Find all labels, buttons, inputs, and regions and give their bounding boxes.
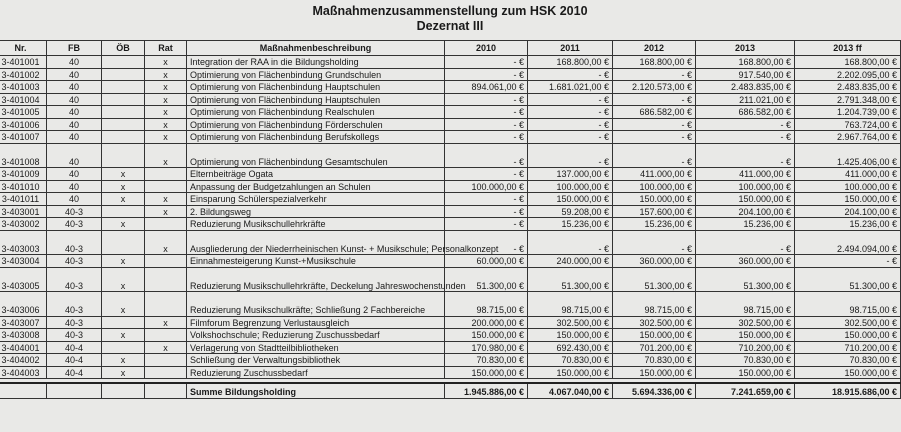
row-description: Reduzierung Musikschullehrkräfte, Deckelung Jahreswochenstunden (187, 267, 445, 292)
row-value-2011: - € (528, 131, 613, 144)
row-description: Optimierung von Flächenbindung Grundschulen (187, 68, 445, 81)
summary-row (0, 383, 901, 398)
row-description: Verlagerung von Stadtteilbibliotheken (187, 341, 445, 354)
table-row (0, 218, 901, 231)
summary-2013ff: 18.915.686,00 € (795, 383, 901, 398)
row-description: Filmforum Begrenzung Verlustausgleich (187, 316, 445, 329)
row-value-2013ff: 150.000,00 € (795, 193, 901, 206)
row-value-2013ff: 150.000,00 € (795, 366, 901, 379)
row-nr: 3-403007 (0, 316, 47, 329)
row-value-2013: 360.000,00 € (696, 255, 795, 268)
row-fb: 40-3 (47, 267, 102, 292)
row-rat (145, 292, 187, 317)
row-value-2011: - € (528, 106, 613, 119)
row-value-2013ff: 51.300,00 € (795, 267, 901, 292)
row-fb: 40 (47, 131, 102, 144)
row-rat: x (145, 93, 187, 106)
row-ob (102, 143, 145, 168)
row-value-2012: 168.800,00 € (613, 56, 696, 69)
header-rat: Rat (145, 41, 187, 56)
row-value-2013: 302.500,00 € (696, 316, 795, 329)
row-ob (102, 131, 145, 144)
row-nr: 3-403002 (0, 218, 47, 231)
row-description: Anpassung der Budgetzahlungen an Schulen (187, 180, 445, 193)
table-row (0, 131, 901, 144)
row-value-2013: - € (696, 131, 795, 144)
row-value-2010: - € (445, 230, 528, 255)
row-value-2013: - € (696, 230, 795, 255)
summary-2010: 1.945.886,00 € (445, 383, 528, 398)
row-value-2013ff: - € (795, 255, 901, 268)
row-value-2010: - € (445, 205, 528, 218)
row-ob: x (102, 255, 145, 268)
row-description: Einnahmesteigerung Kunst-+Musikschule (187, 255, 445, 268)
row-rat (145, 255, 187, 268)
row-value-2012: - € (613, 68, 696, 81)
row-value-2013ff: 411.000,00 € (795, 168, 901, 181)
row-value-2013ff: 150.000,00 € (795, 329, 901, 342)
table-row (0, 341, 901, 354)
row-value-2011: 168.800,00 € (528, 56, 613, 69)
row-description: Volkshochschule; Reduzierung Zuschussbedarf (187, 329, 445, 342)
row-value-2011: 70.830,00 € (528, 354, 613, 367)
row-value-2011: 692.430,00 € (528, 341, 613, 354)
row-value-2010: - € (445, 106, 528, 119)
row-value-2011: 51.300,00 € (528, 267, 613, 292)
row-fb: 40 (47, 68, 102, 81)
table-row (0, 180, 901, 193)
row-value-2010: - € (445, 168, 528, 181)
table-row (0, 168, 901, 181)
row-nr: 3-401010 (0, 180, 47, 193)
summary-2011: 4.067.040,00 € (528, 383, 613, 398)
row-value-2012: 100.000,00 € (613, 180, 696, 193)
row-value-2013: 211.021,00 € (696, 93, 795, 106)
header-nr: Nr. (0, 41, 47, 56)
header-2013ff: 2013 ff (795, 41, 901, 56)
row-value-2011: 100.000,00 € (528, 180, 613, 193)
row-ob: x (102, 366, 145, 379)
row-value-2012: 2.120.573,00 € (613, 81, 696, 94)
header-2012: 2012 (613, 41, 696, 56)
row-rat: x (145, 205, 187, 218)
row-nr: 3-403001 (0, 205, 47, 218)
row-ob (102, 106, 145, 119)
row-value-2013: 150.000,00 € (696, 366, 795, 379)
row-value-2013: - € (696, 143, 795, 168)
row-rat: x (145, 230, 187, 255)
row-fb: 40 (47, 93, 102, 106)
row-value-2012: 360.000,00 € (613, 255, 696, 268)
row-value-2011: 1.681.021,00 € (528, 81, 613, 94)
table-row (0, 106, 901, 119)
row-fb: 40-3 (47, 218, 102, 231)
row-value-2013ff: 2.967.764,00 € (795, 131, 901, 144)
row-description: Optimierung von Flächenbindung Hauptschulen (187, 81, 445, 94)
row-rat: x (145, 118, 187, 131)
row-rat: x (145, 56, 187, 69)
row-value-2010: - € (445, 218, 528, 231)
table-row (0, 255, 901, 268)
row-value-2011: 150.000,00 € (528, 329, 613, 342)
row-description: 2. Bildungsweg (187, 205, 445, 218)
row-value-2013ff: 710.200,00 € (795, 341, 901, 354)
row-ob: x (102, 292, 145, 317)
row-value-2012: 98.715,00 € (613, 292, 696, 317)
row-value-2010: 70.830,00 € (445, 354, 528, 367)
row-fb: 40 (47, 56, 102, 69)
row-ob: x (102, 267, 145, 292)
row-rat: x (145, 341, 187, 354)
table-row (0, 56, 901, 69)
row-value-2013ff: 168.800,00 € (795, 56, 901, 69)
row-value-2010: - € (445, 118, 528, 131)
row-value-2013ff: 98.715,00 € (795, 292, 901, 317)
row-nr: 3-401006 (0, 118, 47, 131)
row-fb: 40-3 (47, 230, 102, 255)
row-description: Integration der RAA in die Bildungsholding (187, 56, 445, 69)
row-nr: 3-401002 (0, 68, 47, 81)
row-ob: x (102, 193, 145, 206)
row-value-2012: - € (613, 131, 696, 144)
row-nr: 3-401009 (0, 168, 47, 181)
row-value-2013: 917.540,00 € (696, 68, 795, 81)
row-nr: 3-404003 (0, 366, 47, 379)
row-value-2013ff: 2.791.348,00 € (795, 93, 901, 106)
row-value-2012: 157.600,00 € (613, 205, 696, 218)
row-nr: 3-403008 (0, 329, 47, 342)
row-ob (102, 205, 145, 218)
row-nr: 3-403006 (0, 292, 47, 317)
row-rat (145, 267, 187, 292)
row-description: Optimierung von Flächenbindung Hauptschulen (187, 93, 445, 106)
row-ob (102, 341, 145, 354)
row-value-2010: - € (445, 131, 528, 144)
row-value-2013: 710.200,00 € (696, 341, 795, 354)
row-rat: x (145, 316, 187, 329)
table-row (0, 81, 901, 94)
row-value-2013ff: 1.204.739,00 € (795, 106, 901, 119)
row-value-2011: 15.236,00 € (528, 218, 613, 231)
row-nr: 3-401001 (0, 56, 47, 69)
row-ob (102, 81, 145, 94)
row-value-2013ff: 70.830,00 € (795, 354, 901, 367)
row-value-2013: 411.000,00 € (696, 168, 795, 181)
row-nr: 3-404001 (0, 341, 47, 354)
row-value-2010: 150.000,00 € (445, 329, 528, 342)
title-line-1: Maßnahmenzusammenstellung zum HSK 2010 (312, 4, 588, 18)
table-row (0, 366, 901, 379)
row-nr: 3-403004 (0, 255, 47, 268)
row-value-2012: 150.000,00 € (613, 366, 696, 379)
row-value-2012: 411.000,00 € (613, 168, 696, 181)
row-rat (145, 354, 187, 367)
row-rat (145, 180, 187, 193)
row-value-2013ff: 100.000,00 € (795, 180, 901, 193)
row-ob: x (102, 168, 145, 181)
row-nr: 3-404002 (0, 354, 47, 367)
row-value-2012: - € (613, 230, 696, 255)
row-value-2013: 686.582,00 € (696, 106, 795, 119)
row-fb: 40-3 (47, 329, 102, 342)
table-row (0, 143, 901, 168)
row-ob (102, 93, 145, 106)
row-value-2010: - € (445, 68, 528, 81)
measures-table (0, 40, 901, 399)
row-ob (102, 316, 145, 329)
row-value-2012: 701.200,00 € (613, 341, 696, 354)
row-description: Optimierung von Flächenbindung Realschulen (187, 106, 445, 119)
row-value-2010: 200.000,00 € (445, 316, 528, 329)
summary-2013: 7.241.659,00 € (696, 383, 795, 398)
row-fb: 40 (47, 168, 102, 181)
row-value-2013: 100.000,00 € (696, 180, 795, 193)
table-row (0, 68, 901, 81)
row-value-2012: 70.830,00 € (613, 354, 696, 367)
row-rat (145, 329, 187, 342)
summary-label: Summe Bildungsholding (187, 383, 445, 398)
row-value-2012: 51.300,00 € (613, 267, 696, 292)
row-rat: x (145, 106, 187, 119)
row-value-2012: 686.582,00 € (613, 106, 696, 119)
row-value-2011: 150.000,00 € (528, 193, 613, 206)
row-value-2010: 150.000,00 € (445, 366, 528, 379)
row-value-2011: - € (528, 118, 613, 131)
summary-2012: 5.694.336,00 € (613, 383, 696, 398)
row-value-2013: 2.483.835,00 € (696, 81, 795, 94)
header-fb: FB (47, 41, 102, 56)
row-value-2011: 137.000,00 € (528, 168, 613, 181)
row-rat (145, 168, 187, 181)
row-fb: 40-4 (47, 354, 102, 367)
table-row (0, 230, 901, 255)
row-value-2010: - € (445, 93, 528, 106)
row-value-2013ff: 204.100,00 € (795, 205, 901, 218)
row-value-2010: 100.000,00 € (445, 180, 528, 193)
row-ob: x (102, 329, 145, 342)
row-value-2010: 51.300,00 € (445, 267, 528, 292)
row-value-2011: 240.000,00 € (528, 255, 613, 268)
row-value-2010: - € (445, 56, 528, 69)
row-value-2013: 70.830,00 € (696, 354, 795, 367)
header-2013: 2013 (696, 41, 795, 56)
row-rat: x (145, 193, 187, 206)
row-nr: 3-401011 (0, 193, 47, 206)
header-2011: 2011 (528, 41, 613, 56)
row-ob (102, 230, 145, 255)
row-description: Reduzierung Musikschulkräfte; Schließung 2 Fachbereiche (187, 292, 445, 317)
row-ob (102, 118, 145, 131)
row-value-2013: - € (696, 118, 795, 131)
row-value-2013: 98.715,00 € (696, 292, 795, 317)
row-fb: 40 (47, 180, 102, 193)
row-description: Einsparung Schülerspezialverkehr (187, 193, 445, 206)
table-row (0, 354, 901, 367)
row-value-2013: 51.300,00 € (696, 267, 795, 292)
row-nr: 3-401008 (0, 143, 47, 168)
row-value-2012: - € (613, 143, 696, 168)
table-header-row (0, 41, 901, 56)
title-line-2: Dezernat III (416, 19, 484, 33)
row-value-2010: 894.061,00 € (445, 81, 528, 94)
row-value-2013ff: 15.236,00 € (795, 218, 901, 231)
row-ob (102, 56, 145, 69)
row-fb: 40-4 (47, 341, 102, 354)
row-fb: 40-3 (47, 292, 102, 317)
row-value-2011: 150.000,00 € (528, 366, 613, 379)
row-description: Reduzierung Musikschullehrkräfte (187, 218, 445, 231)
row-value-2010: - € (445, 143, 528, 168)
row-fb: 40-3 (47, 255, 102, 268)
row-value-2011: - € (528, 93, 613, 106)
row-value-2012: 15.236,00 € (613, 218, 696, 231)
row-description: Ausgliederung der Niederrheinischen Kunst- + Musikschule; Personalkonzept (187, 230, 445, 255)
row-value-2012: 302.500,00 € (613, 316, 696, 329)
header-ob: ÖB (102, 41, 145, 56)
row-value-2011: 59.208,00 € (528, 205, 613, 218)
row-fb: 40 (47, 81, 102, 94)
row-value-2012: - € (613, 118, 696, 131)
row-nr: 3-401005 (0, 106, 47, 119)
row-value-2013ff: 2.494.094,00 € (795, 230, 901, 255)
table-row (0, 267, 901, 292)
row-value-2011: - € (528, 143, 613, 168)
row-value-2013ff: 763.724,00 € (795, 118, 901, 131)
row-nr: 3-403003 (0, 230, 47, 255)
row-fb: 40-3 (47, 316, 102, 329)
row-ob: x (102, 180, 145, 193)
row-value-2010: 60.000,00 € (445, 255, 528, 268)
row-description: Optimierung von Flächenbindung Förderschulen (187, 118, 445, 131)
row-value-2012: 150.000,00 € (613, 193, 696, 206)
row-rat: x (145, 143, 187, 168)
table-row (0, 118, 901, 131)
row-description: Optimierung von Flächenbindung Gesamtschulen (187, 143, 445, 168)
row-description: Optimierung von Flächenbindung Berufskollegs (187, 131, 445, 144)
row-description: Reduzierung Zuschussbedarf (187, 366, 445, 379)
row-fb: 40-4 (47, 366, 102, 379)
row-value-2011: - € (528, 230, 613, 255)
row-fb: 40 (47, 193, 102, 206)
table-row (0, 193, 901, 206)
row-fb: 40 (47, 106, 102, 119)
row-rat: x (145, 131, 187, 144)
table-row (0, 316, 901, 329)
row-value-2012: - € (613, 93, 696, 106)
row-fb: 40 (47, 143, 102, 168)
row-value-2013ff: 302.500,00 € (795, 316, 901, 329)
row-nr: 3-403005 (0, 267, 47, 292)
row-rat: x (145, 81, 187, 94)
row-value-2011: 98.715,00 € (528, 292, 613, 317)
row-ob: x (102, 354, 145, 367)
row-value-2010: 98.715,00 € (445, 292, 528, 317)
row-ob: x (102, 218, 145, 231)
table-row (0, 292, 901, 317)
row-fb: 40 (47, 118, 102, 131)
row-value-2013ff: 1.425.406,00 € (795, 143, 901, 168)
row-nr: 3-401007 (0, 131, 47, 144)
table-body (0, 56, 901, 379)
row-ob (102, 68, 145, 81)
row-fb: 40-3 (47, 205, 102, 218)
row-value-2011: 302.500,00 € (528, 316, 613, 329)
row-value-2012: 150.000,00 € (613, 329, 696, 342)
table-row (0, 329, 901, 342)
row-value-2013ff: 2.483.835,00 € (795, 81, 901, 94)
header-2010: 2010 (445, 41, 528, 56)
row-rat (145, 218, 187, 231)
table-row (0, 205, 901, 218)
row-value-2011: - € (528, 68, 613, 81)
row-value-2013: 150.000,00 € (696, 329, 795, 342)
row-value-2010: 170.980,00 € (445, 341, 528, 354)
row-description: Schließung der Verwaltungsbibliothek (187, 354, 445, 367)
document-title (0, 4, 900, 34)
table-row (0, 93, 901, 106)
row-rat: x (145, 68, 187, 81)
row-description: Elternbeiträge Ogata (187, 168, 445, 181)
row-value-2013ff: 2.202.095,00 € (795, 68, 901, 81)
row-value-2010: - € (445, 193, 528, 206)
row-value-2013: 168.800,00 € (696, 56, 795, 69)
row-value-2013: 15.236,00 € (696, 218, 795, 231)
row-nr: 3-401003 (0, 81, 47, 94)
header-description: Maßnahmenbeschreibung (187, 41, 445, 56)
row-rat (145, 366, 187, 379)
row-value-2013: 150.000,00 € (696, 193, 795, 206)
row-nr: 3-401004 (0, 93, 47, 106)
row-value-2013: 204.100,00 € (696, 205, 795, 218)
